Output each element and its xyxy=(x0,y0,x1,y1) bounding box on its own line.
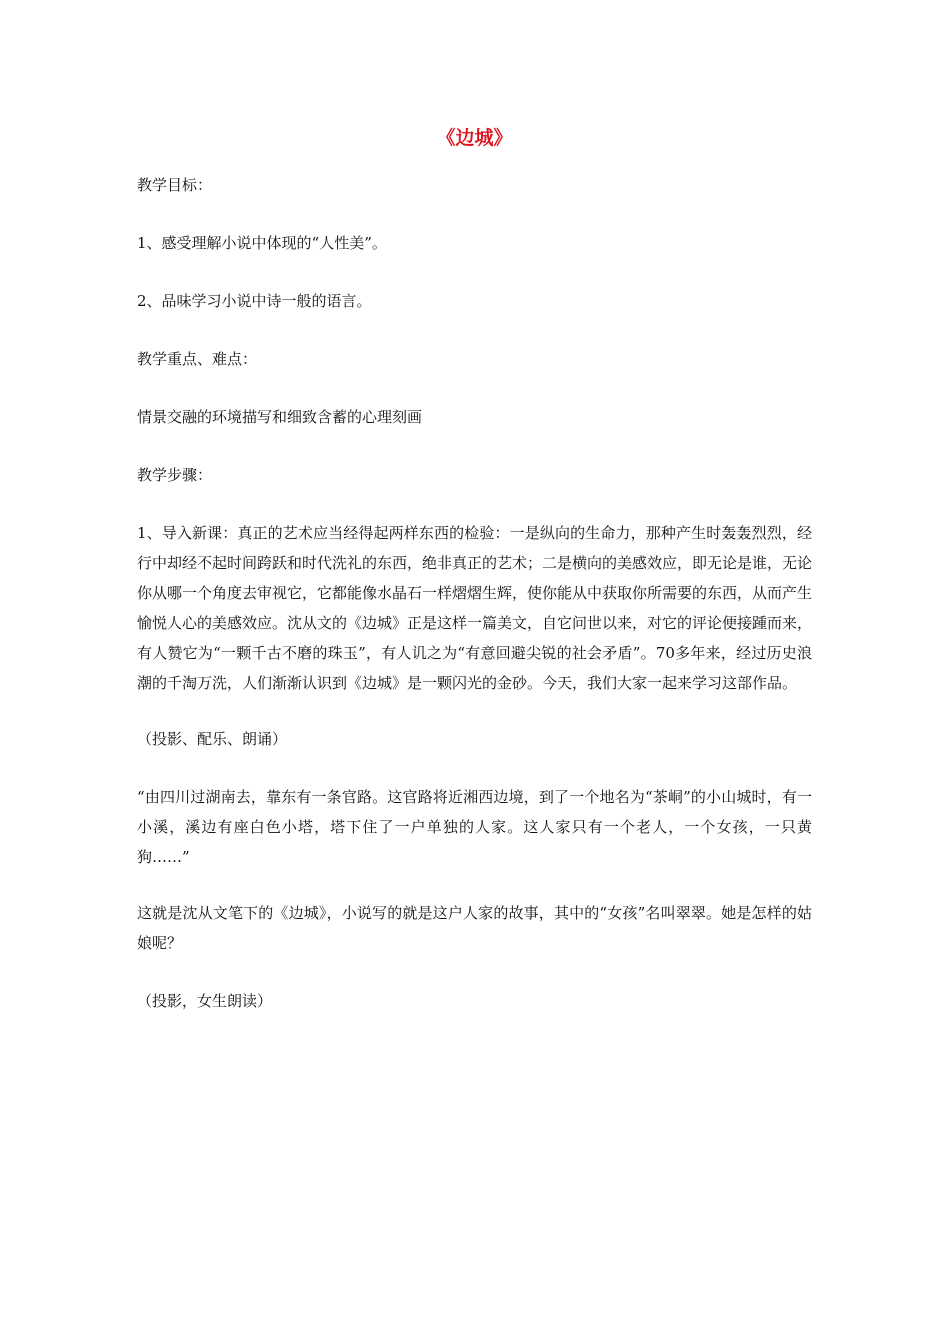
document-title: 《边城》 xyxy=(436,127,513,149)
paragraph-goal-2: 2、品味学习小说中诗一般的语言。 xyxy=(137,292,372,310)
paragraph-key-points: 情景交融的环境描写和细致含蓄的心理刻画 xyxy=(137,408,423,426)
paragraph-key-points-heading: 教学重点、难点： xyxy=(137,350,258,368)
paragraph-teaching-goals-heading: 教学目标： xyxy=(137,176,213,194)
paragraph-goal-1: 1、感受理解小说中体现的“人性美”。 xyxy=(137,234,387,252)
paragraph-introduction: 1、导入新课：真正的艺术应当经得起两样东西的检验：一是纵向的生命力，那种产生时轰轰烈烈，经行中却经不起时间跨跃和时代洗礼的东西，绝非真正的艺术；二是横向的美感效应，即无论是谁，无论你从哪一个角度去审视它，它都能像水晶石一样熠熠生辉，使你能从中获取你所需要的东西，从而产生愉悦人心的美感效应。沈从文的《边城》正是这样一篇美文，自它问世以来，对它的评论便接踵而来，有人赞它为“一颗千古不磨的珠玉”，有人讥之为“有意回避尖锐的社会矛盾”。70多年来，经过历史浪潮的千淘万洗，人们渐渐认识到《边城》是一颗闪光的金砂。今天，我们大家一起来学习这部作品。 xyxy=(137,524,813,692)
paragraph-cuicui: 这就是沈从文笔下的《边城》，小说写的就是这户人家的故事，其中的“女孩”名叫翠翠。她是怎样的姑娘呢？ xyxy=(137,904,812,952)
paragraph-projection-note-1: （投影、配乐、朗诵） xyxy=(137,730,288,748)
paragraph-steps-heading: 教学步骤： xyxy=(137,466,213,484)
paragraph-projection-note-2: （投影，女生朗读） xyxy=(137,992,273,1010)
document-page xyxy=(137,118,812,1044)
paragraph-quote: “由四川过湖南去，靠东有一条官路。这官路将近湘西边境，到了一个地名为“茶峒”的小山城时，有一小溪，溪边有座白色小塔，塔下住了一户单独的人家。这人家只有一个老人，一个女孩，一只黄狗……” xyxy=(137,788,812,866)
